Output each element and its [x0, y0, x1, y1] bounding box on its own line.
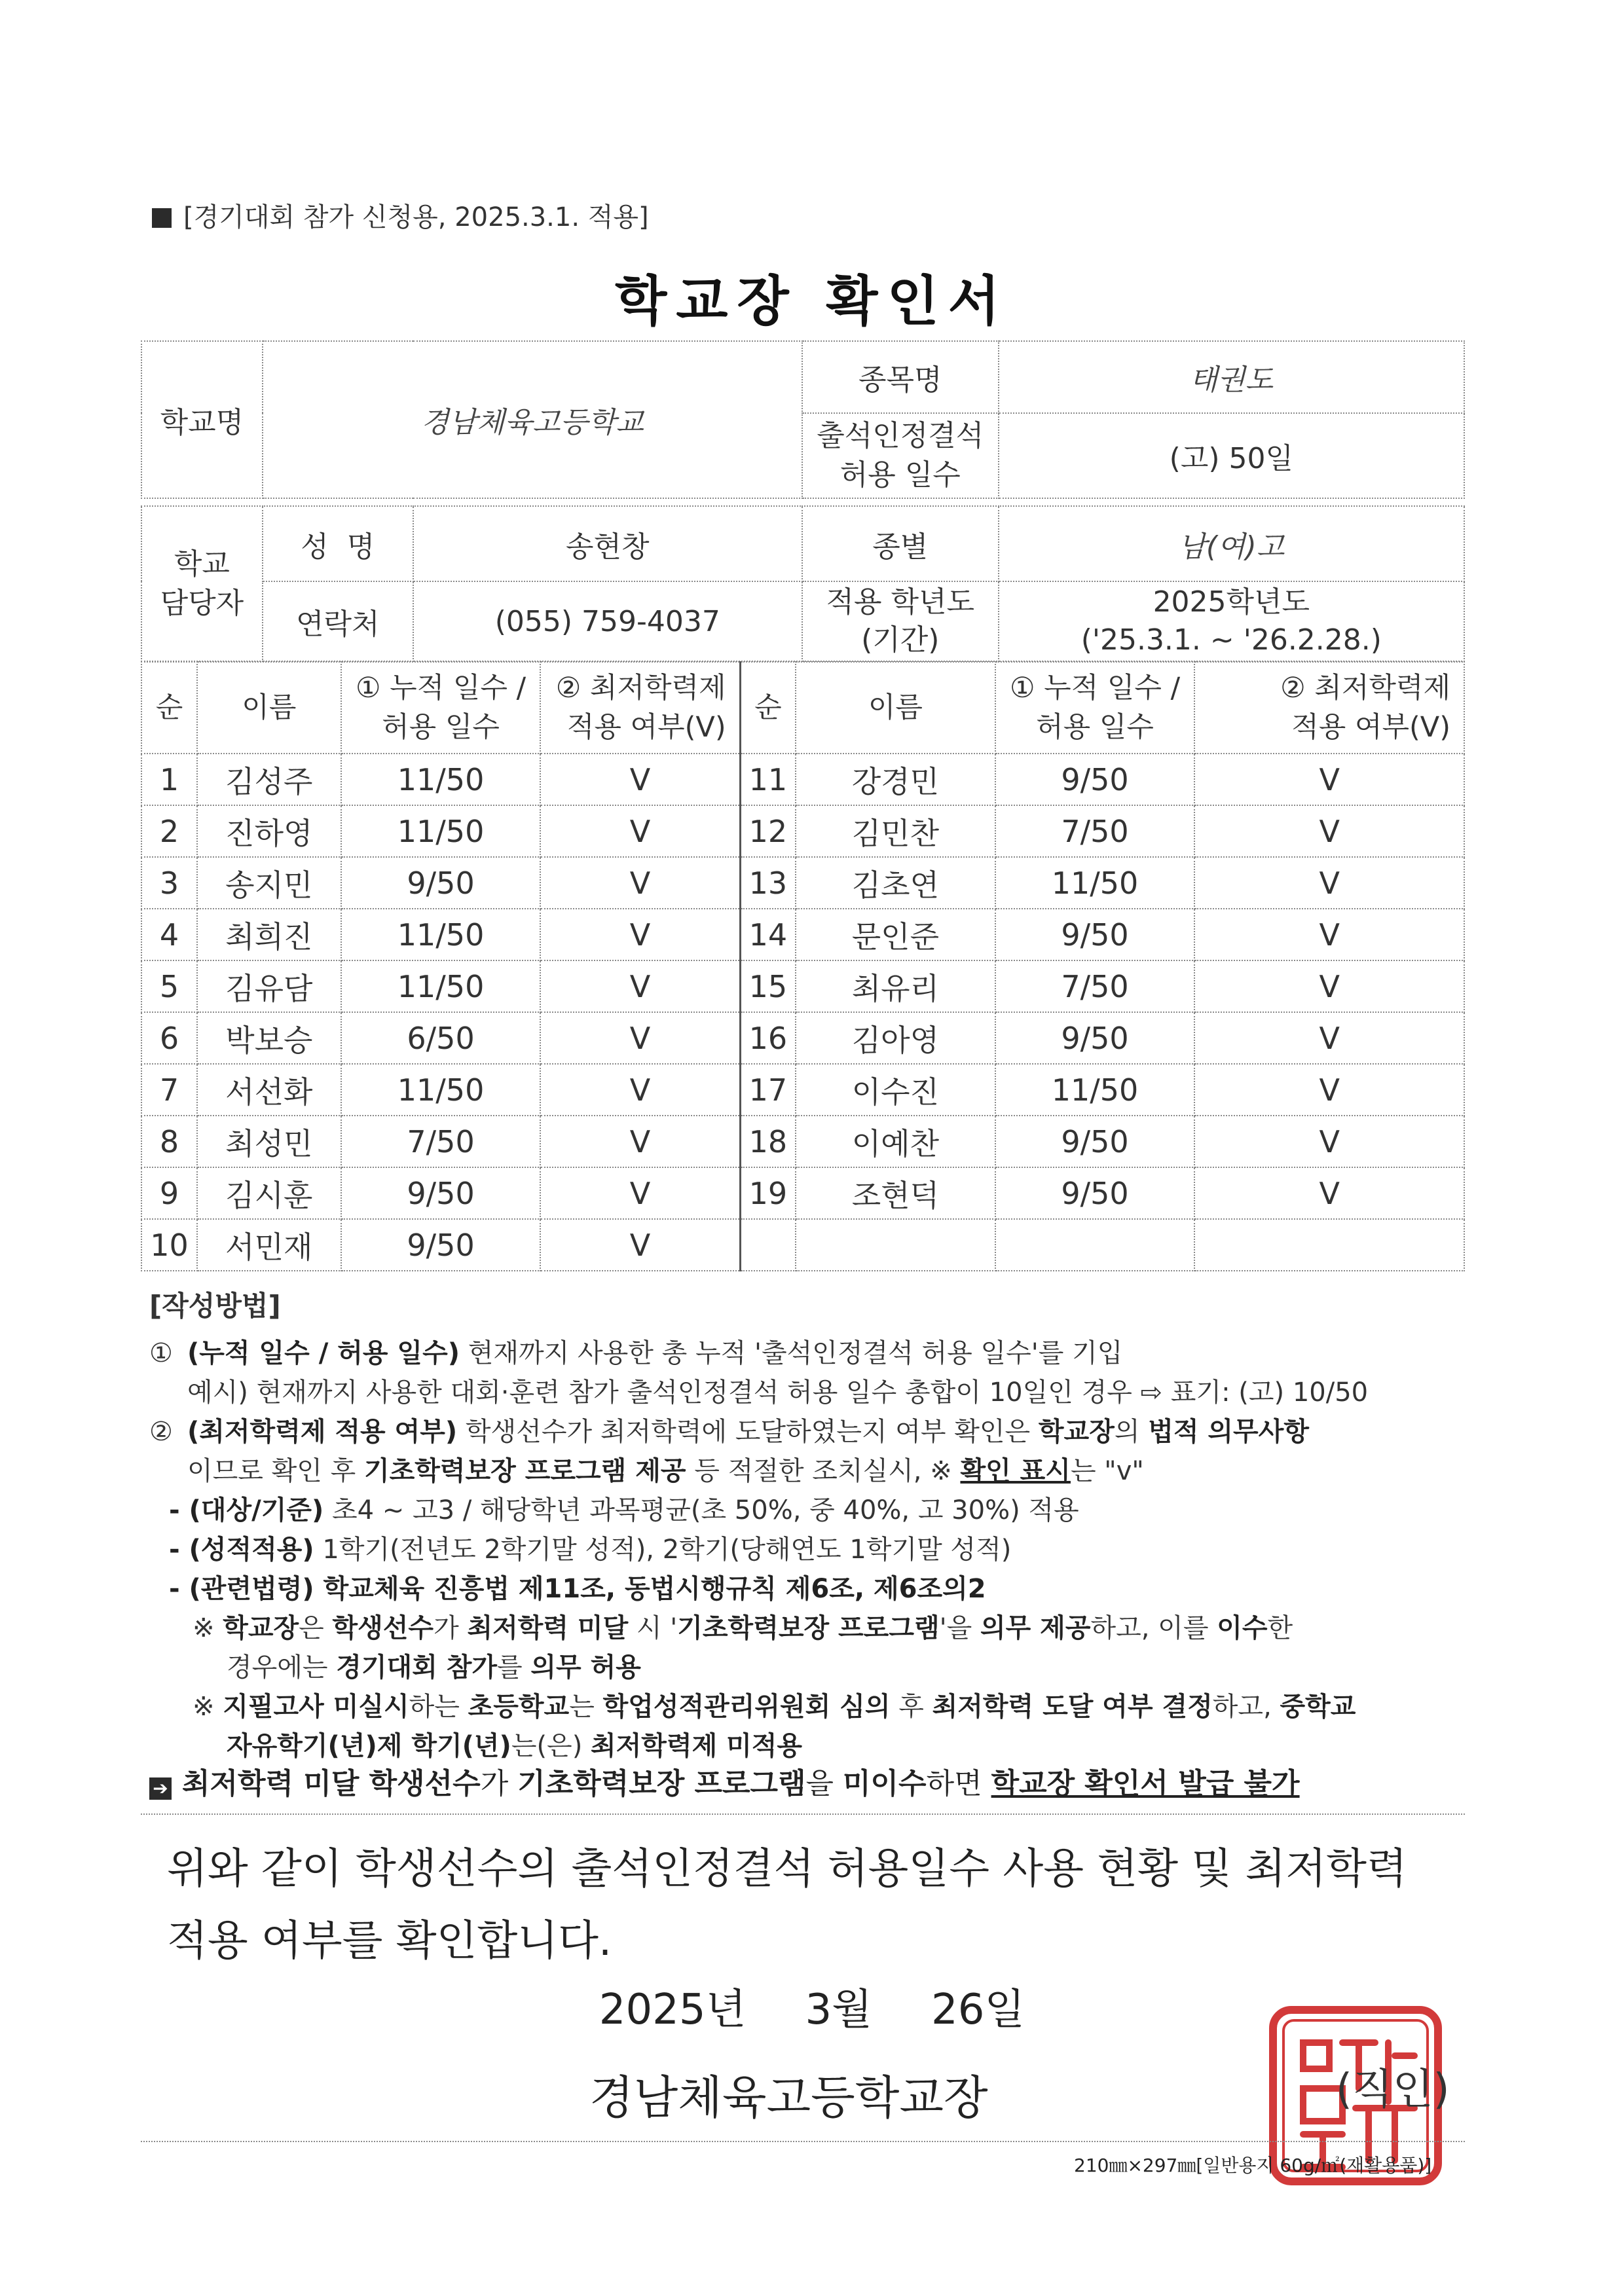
row-name: 최희진 — [197, 909, 341, 960]
row-no: 16 — [740, 1012, 796, 1064]
contact-value: (055) 759-4037 — [413, 581, 802, 661]
row-no: 3 — [141, 857, 197, 909]
method-item-2: ② (최저학력제 적용 여부) 학생선수가 최저학력에 도달하였는지 여부 확인은 학교장의 법적 의무사항 — [149, 1417, 1309, 1447]
row-no: 12 — [740, 805, 796, 857]
paper-spec: 210㎜×297㎜[일반용지 60g/㎡(재활용품)] — [1074, 2155, 1432, 2176]
header-note: [경기대회 참가 신청용, 2025.3.1. 적용] — [152, 196, 649, 234]
row-empty — [740, 1219, 796, 1271]
school-value: 경남체육고등학교 — [263, 341, 802, 498]
gender-label: 종별 — [802, 506, 999, 581]
contact-label: 연락처 — [263, 581, 413, 661]
row-check: V — [540, 754, 740, 805]
method-note-2-line2: 자유학기(년)제 학기(년)는(은) 최저학력제 미적용 — [227, 1731, 803, 1761]
attendance-value: (고) 50일 — [999, 413, 1464, 498]
row-days: 9/50 — [995, 1116, 1195, 1167]
table-header-row — [141, 662, 1464, 754]
year-value: 2025학년도 ('25.3.1. ~ '26.2.28.) — [999, 581, 1464, 661]
row-name: 최유리 — [796, 960, 995, 1012]
row-name: 서민재 — [197, 1219, 341, 1271]
row-check: V — [1194, 857, 1464, 909]
row-days: 9/50 — [341, 1167, 541, 1219]
method-heading: [작성방법] — [149, 1290, 281, 1322]
header-min: ② 최저학력제 적용 여부(V) — [1194, 662, 1464, 754]
row-days: 9/50 — [995, 1012, 1195, 1064]
year-label: 적용 학년도 (기간) — [802, 581, 999, 661]
row-no: 17 — [740, 1064, 796, 1116]
row-days: 9/50 — [341, 857, 541, 909]
row-days: 9/50 — [995, 754, 1195, 805]
issue-date: 2025년 3월 26일 — [599, 1986, 1025, 2034]
row-name: 김아영 — [796, 1012, 995, 1064]
row-check: V — [1194, 1116, 1464, 1167]
divider — [141, 1813, 1465, 1815]
row-no: 2 — [141, 805, 197, 857]
row-days: 6/50 — [341, 1012, 541, 1064]
principal-signature: 경남체육고등학교장 — [589, 2071, 988, 2124]
method-note-2: ※ 지필고사 미실시하는 초등학교는 학업성적관리위원회 심의 후 최저학력 도달 여부 결정하고, 중학교 — [193, 1692, 1356, 1722]
row-check: V — [540, 909, 740, 960]
row-days: 11/50 — [341, 805, 541, 857]
table-row — [141, 1219, 1464, 1271]
header-no: 순 — [740, 662, 796, 754]
table-row — [141, 1167, 1464, 1219]
table-row — [141, 857, 1464, 909]
row-no: 18 — [740, 1116, 796, 1167]
row-name: 김민찬 — [796, 805, 995, 857]
row-name: 이수진 — [796, 1064, 995, 1116]
table-row — [141, 960, 1464, 1012]
method-note-1: ※ 학교장은 학생선수가 최저학력 미달 시 '기초학력보장 프로그램'을 의무 제공하고, 이를 이수한 — [193, 1613, 1293, 1643]
attendance-label: 출석인정결석 허용 일수 — [802, 413, 999, 498]
row-name: 김시훈 — [197, 1167, 341, 1219]
row-days: 11/50 — [341, 1064, 541, 1116]
row-days: 11/50 — [341, 909, 541, 960]
row-days: 11/50 — [995, 1064, 1195, 1116]
row-empty — [1194, 1219, 1464, 1271]
row-days: 7/50 — [341, 1116, 541, 1167]
bottom-divider — [141, 2141, 1465, 2142]
row-check: V — [1194, 754, 1464, 805]
info-table — [141, 340, 1465, 662]
row-name: 문인준 — [796, 909, 995, 960]
row-name: 이예찬 — [796, 1116, 995, 1167]
row-days: 11/50 — [995, 857, 1195, 909]
table-row — [141, 754, 1464, 805]
name-value: 송현창 — [413, 506, 802, 581]
row-days: 7/50 — [995, 805, 1195, 857]
header-min: ② 최저학력제 적용 여부(V) — [540, 662, 740, 754]
row-name: 김초연 — [796, 857, 995, 909]
writing-method — [149, 1286, 1466, 1766]
row-check: V — [1194, 1012, 1464, 1064]
table-row — [141, 1116, 1464, 1167]
row-name: 서선화 — [197, 1064, 341, 1116]
method-sub-1: - (대상/기준) 초4 ~ 고3 / 해당학년 과목평균(초 50%, 중 40%, 고 30%) 적용 — [169, 1495, 1079, 1525]
row-check: V — [540, 1064, 740, 1116]
row-no: 4 — [141, 909, 197, 960]
sport-value: 태권도 — [999, 341, 1464, 413]
header-days: ① 누적 일수 / 허용 일수 — [341, 662, 541, 754]
school-label: 학교명 — [141, 341, 263, 498]
athlete-table — [141, 661, 1465, 1271]
method-note-1-line2: 경우에는 경기대회 참가를 의무 허용 — [227, 1652, 641, 1683]
row-no: 7 — [141, 1064, 197, 1116]
row-check: V — [540, 805, 740, 857]
row-days: 11/50 — [341, 960, 541, 1012]
sport-label: 종목명 — [802, 341, 999, 413]
method-sub-2: - (성적적용) 1학기(전년도 2학기말 성적), 2학기(당해연도 1학기말 성적) — [169, 1535, 1012, 1565]
row-no: 11 — [740, 754, 796, 805]
row-check: V — [540, 1012, 740, 1064]
square-bullet-icon — [152, 208, 172, 228]
row-check: V — [540, 960, 740, 1012]
confirm-text: 위와 같이 학생선수의 출석인정결석 허용일수 사용 현황 및 최저학력 적용 여부를 확인합니다. — [167, 1845, 1407, 1965]
row-check: V — [540, 1167, 740, 1219]
row-no: 1 — [141, 754, 197, 805]
row-name: 박보승 — [197, 1012, 341, 1064]
header-name: 이름 — [197, 662, 341, 754]
method-item-2-line2: 이므로 확인 후 기초학력보장 프로그램 제공 등 적절한 조치실시, ※ 확인 표시는 "v" — [187, 1456, 1144, 1486]
row-name: 김유담 — [197, 960, 341, 1012]
name-label: 성 명 — [263, 506, 413, 581]
header-days: ① 누적 일수 / 허용 일수 — [995, 662, 1195, 754]
method-item-1: ① (누적 일수 / 허용 일수) 현재까지 사용한 총 누적 '출석인정결석 허용 일수'를 기입 — [149, 1338, 1123, 1368]
header-name: 이름 — [796, 662, 995, 754]
row-no: 19 — [740, 1167, 796, 1219]
header-no: 순 — [141, 662, 197, 754]
manager-label: 학교 담당자 — [141, 506, 263, 661]
page-title: 학교장 확인서 — [615, 270, 1009, 333]
row-days: 9/50 — [995, 909, 1195, 960]
row-check: V — [540, 1116, 740, 1167]
row-no: 8 — [141, 1116, 197, 1167]
row-days: 9/50 — [995, 1167, 1195, 1219]
method-sub-3: - (관련법령) 학교체육 진흥법 제11조, 동법시행규칙 제6조, 제6조의2 — [169, 1574, 986, 1604]
row-days: 9/50 — [341, 1219, 541, 1271]
row-name: 송지민 — [197, 857, 341, 909]
final-note: ➔ 최저학력 미달 학생선수가 기초학력보장 프로그램을 미이수하면 학교장 확인서 발급 불가 — [149, 1760, 1300, 1802]
row-days: 11/50 — [341, 754, 541, 805]
gender-value: 남(여)고 — [999, 506, 1464, 581]
row-check: V — [1194, 960, 1464, 1012]
row-check: V — [540, 1219, 740, 1271]
stamp-label: (직인) — [1336, 2066, 1450, 2114]
row-name: 김성주 — [197, 754, 341, 805]
row-no: 5 — [141, 960, 197, 1012]
row-check: V — [1194, 1064, 1464, 1116]
row-check: V — [540, 857, 740, 909]
row-no: 15 — [740, 960, 796, 1012]
row-name: 강경민 — [796, 754, 995, 805]
row-no: 9 — [141, 1167, 197, 1219]
method-item-1-example: 예시) 현재까지 사용한 대회·훈련 참가 출석인정결석 허용 일수 총합이 10일인 경우 ⇨ 표기: (고) 10/50 — [187, 1377, 1369, 1408]
row-name: 진하영 — [197, 805, 341, 857]
row-name: 조현덕 — [796, 1167, 995, 1219]
table-row — [141, 1064, 1464, 1116]
row-no: 6 — [141, 1012, 197, 1064]
row-no: 13 — [740, 857, 796, 909]
row-empty — [796, 1219, 995, 1271]
row-check: V — [1194, 805, 1464, 857]
row-days: 7/50 — [995, 960, 1195, 1012]
table-row — [141, 1012, 1464, 1064]
row-no: 14 — [740, 909, 796, 960]
table-row — [141, 805, 1464, 857]
row-check: V — [1194, 909, 1464, 960]
row-empty — [995, 1219, 1195, 1271]
row-no: 10 — [141, 1219, 197, 1271]
row-check: V — [1194, 1167, 1464, 1219]
arrow-box-icon: ➔ — [149, 1777, 172, 1800]
table-row — [141, 909, 1464, 960]
row-name: 최성민 — [197, 1116, 341, 1167]
